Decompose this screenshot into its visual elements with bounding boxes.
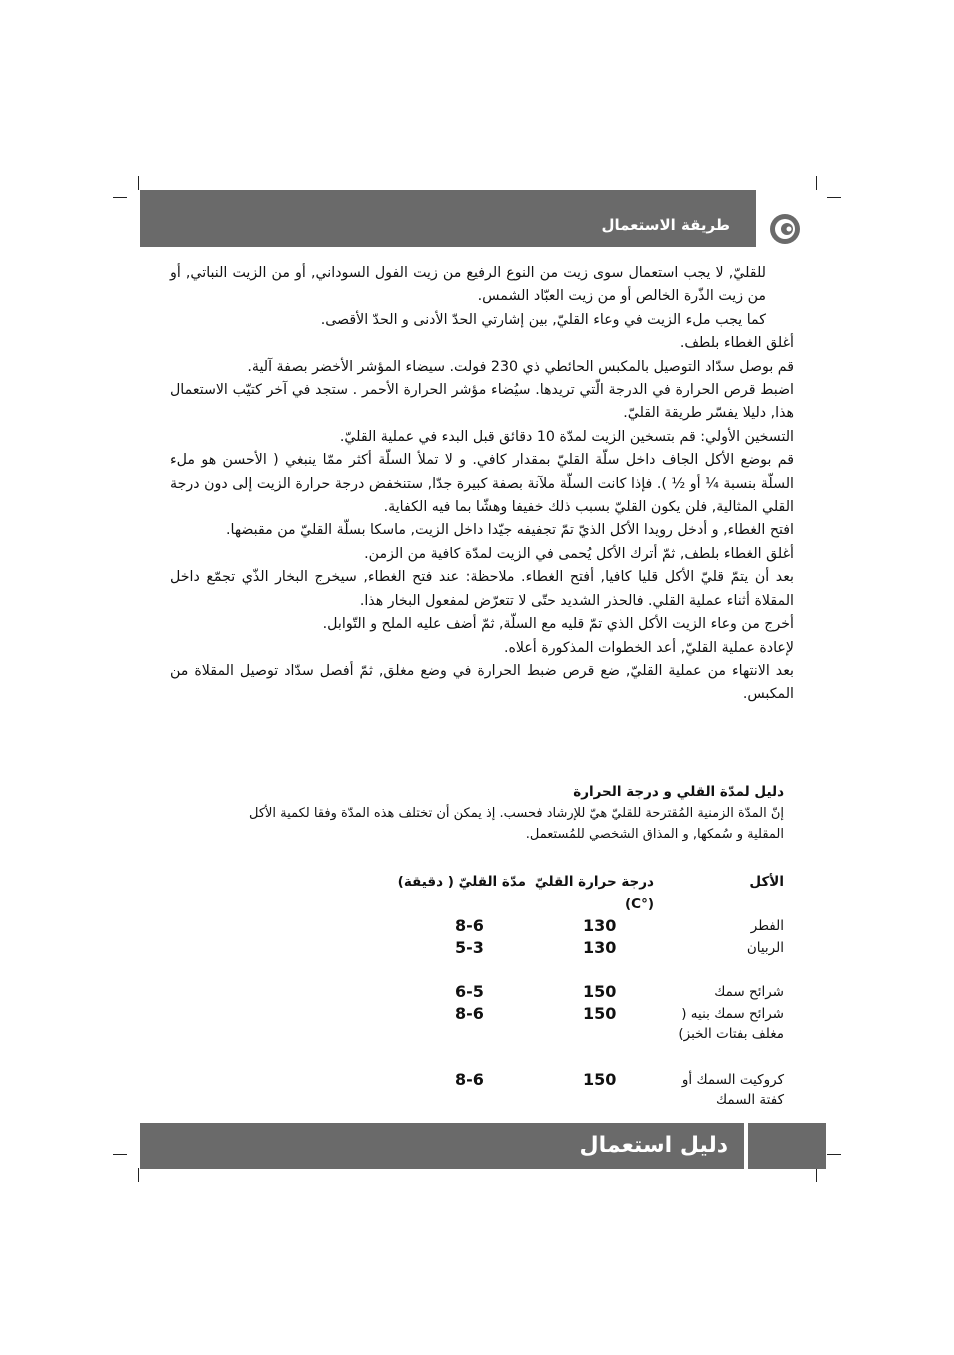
guide-text: إنّ المدّة الزمنية المُقترحة للقليّ هيّ للإرشاد فحسب. إذ يمكن أن تختلف هذه المدّة وفقا لكمية الأكل المقلية و سُمكها, و المذاق الشخصي للمُستعمل.	[248, 806, 784, 842]
table-cell-food: شرائح سمك	[714, 984, 784, 1000]
paragraph: كما يجب ملء الزيت في وعاء القليّ, بين إشارتي الحدّ الأدنى و الحدّ الأقصى.	[320, 311, 766, 328]
paragraph: قم بوصل سدّاد التوصيل بالمكبس الحائطي ذي 230 فولت. سيضاء المؤشر الأخضر بصفة آلية.	[247, 358, 794, 375]
crop-mark	[816, 176, 817, 190]
footer-title: دليل استعمال	[579, 1133, 728, 1158]
header-bar	[140, 190, 756, 247]
paragraph: افتح الغطاء, و أدخل رويدا الأكل الذيّ تمّ تجفيفه جيّدا داخل الزيت, ماسكا بسلّة القليّ من مقبضها.	[226, 522, 794, 539]
crop-mark	[816, 1168, 817, 1182]
paragraph: بعد الانتهاء من عملية القليّ, ضع قرص ضبط الحرارة في وضع مغلق, ثمّ أفصل سدّاد توصيل المقلاة من المكبس.	[170, 662, 794, 703]
table-cell-temp: 130	[583, 916, 617, 935]
frying-guide	[210, 782, 784, 845]
paragraph: لإعادة عملية القليّ, أعد الخطوات المذكورة أعلاه.	[503, 639, 794, 656]
guide-title: دليل لمدّة القلي و درجة الحرارة	[573, 784, 784, 800]
table-cell-time: 6-5	[455, 982, 484, 1001]
table-cell-time: 8-6	[455, 916, 484, 935]
instructions-body	[170, 262, 794, 707]
table-cell-temp: 150	[583, 982, 617, 1001]
table-cell-food: الربيان	[746, 940, 784, 956]
table-cell-temp: 130	[583, 938, 617, 957]
header-temp-unit: (°C)	[624, 896, 654, 912]
brand-logo-icon	[768, 212, 802, 246]
table-cell-food: شرائح سمك بنيه ( مغلف بفتات الخبز)	[678, 1006, 784, 1042]
paragraph: أغلق الغطاء بلطف.	[679, 335, 794, 352]
paragraph: أخرج من وعاء الزيت الأكل الذي تمّ قليه مع السلّة, ثمّ أضف عليه الملح و التّوابل.	[322, 616, 794, 633]
footer-divider	[744, 1123, 748, 1169]
paragraph: قم بوضع الأكل الجاف داخل سلّة القليّ بمقدار كافي. و لا تملأ السلّة أكثر ممّا ينبغي ( الأحسن هو ملء السلّة بنسبة ¼ أو ½ ). فإذا كانت السلّة ملآنة بصفة كبيرة جدّا, ستنخفض درجة حرارة الزيت إلى دون درجة القلي المثالية, فلن يكون القليّ بسبب ذلك خفيفا وهشّا بما فيه الكفاية.	[170, 452, 794, 516]
header-time: مدّة القليّ ( دقيقة)	[397, 874, 526, 890]
crop-mark	[827, 1154, 841, 1155]
table-cell-temp: 150	[583, 1004, 617, 1023]
table-cell-time: 8-6	[455, 1004, 484, 1023]
paragraph: اضبط قرص الحرارة في الدرجة الّتي تريدها. سيُضاء مؤشر الحرارة الأحمر . ستجد في آخر كتيّب الاستعمال هذا, دليلا يفسّر طريقة القليّ.	[170, 382, 794, 422]
paragraph: بعد أن يتمّ قليّ الأكل قليا كافيا, أفتح الغطاء. ملاحظة: عند فتح الغطاء, سيخرج البخار الذّي تجمّع داخل المقلاة أثناء عملية القلي. فالحذر الشديد حتّى لا تتعرّض لمفعول البخار هذا.	[170, 569, 794, 609]
header-food: الأكل	[749, 874, 784, 890]
crop-mark	[827, 197, 841, 198]
table-cell-food: كروكيت السمك أو كفتة السمك	[681, 1072, 784, 1108]
table-cell-food: الفطر	[750, 918, 784, 934]
crop-mark	[138, 1168, 139, 1182]
paragraph: التسخين الأولي: قم بتسخين الزيت لمدّة 10 دقائق قبل البدء في عملية القليّ.	[339, 428, 794, 445]
paragraph: أغلق الغطاء بلطف, ثمّ أترك الأكل يُحمى في الزيت لمدّة كافية من الزمن.	[364, 545, 794, 562]
paragraph: للقليّ, لا يجب استعمال سوى زيت من النوع الرفيع من زيت الفول السوداني, أو من الزيت النباتي, أو من زيت الذّرة الخالص أو من زيت العبّاد الشمس.	[170, 265, 766, 305]
crop-mark	[113, 197, 127, 198]
crop-mark	[138, 176, 139, 190]
header-temp: درجة حرارة القليّ	[534, 874, 654, 890]
table-cell-time: 5-3	[455, 938, 484, 957]
table-cell-time: 8-6	[455, 1070, 484, 1089]
table-cell-temp: 150	[583, 1070, 617, 1089]
crop-mark	[113, 1154, 127, 1155]
page-title: طريقة الاستعمال	[601, 216, 730, 234]
